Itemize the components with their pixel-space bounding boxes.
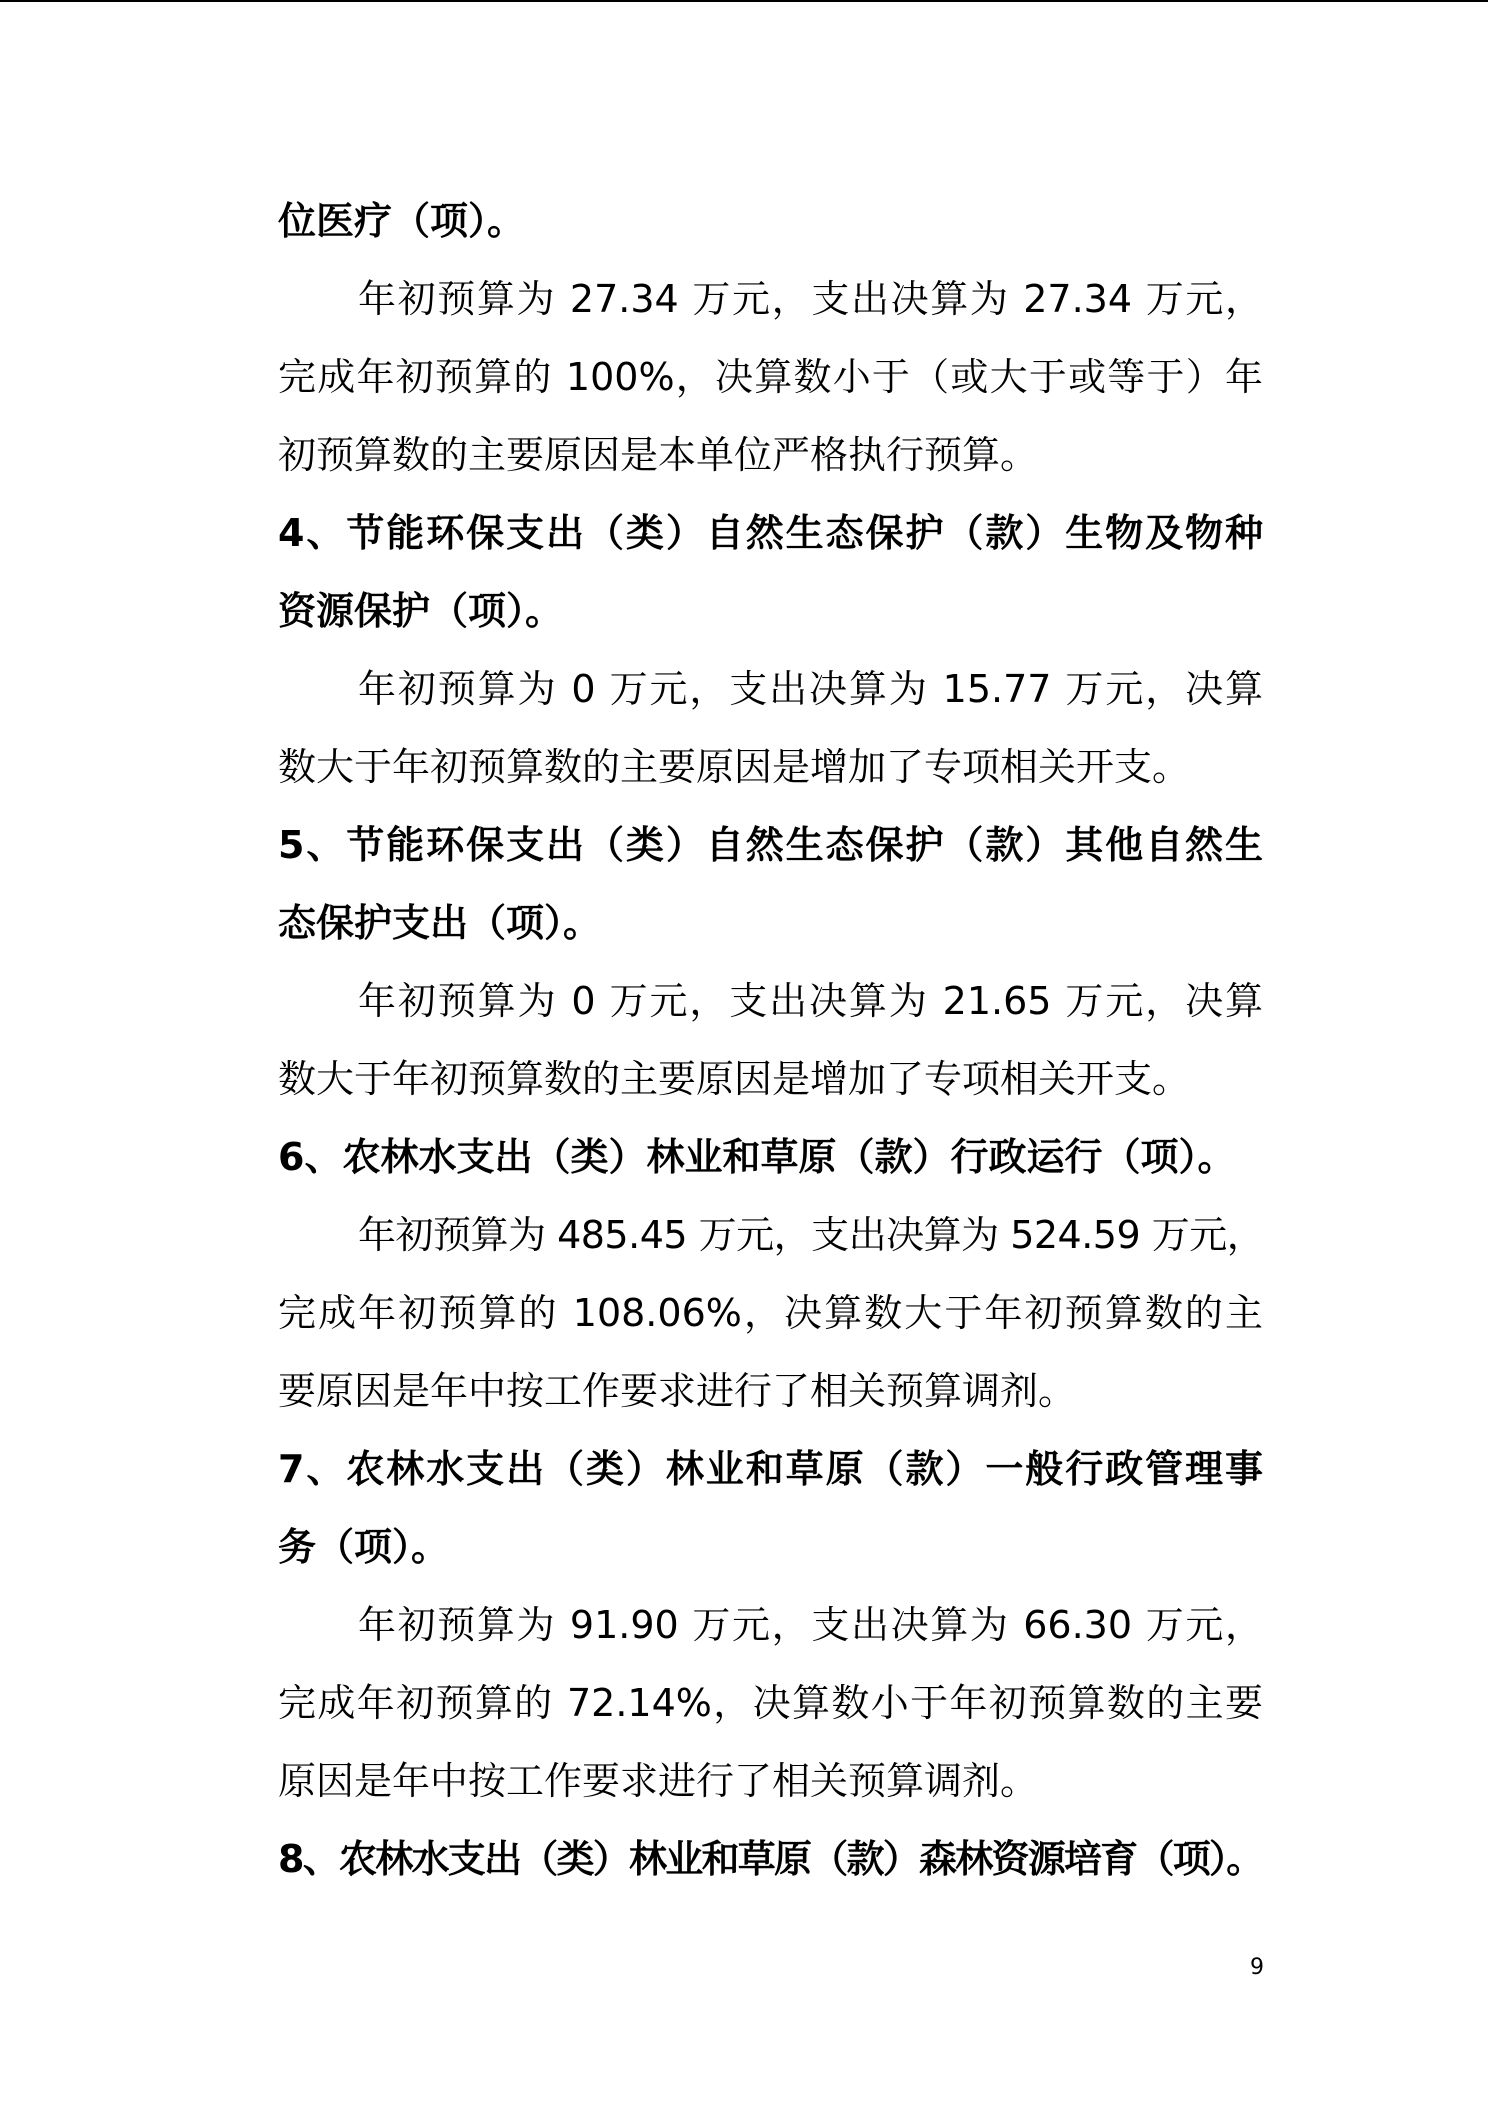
paragraph-3-line-3: 初预算数的主要原因是本单位严格执行预算。 <box>278 433 1039 477</box>
heading-4-line-2: 资源保护（项）。 <box>278 589 564 633</box>
paragraph-3-line-1: 年初预算为 27.34 万元，支出决算为 27.34 万元， <box>358 277 1263 321</box>
paragraph-6-line-2: 完成年初预算的 108.06%，决算数大于年初预算数的主 <box>278 1291 1263 1335</box>
paragraph-5-line-2: 数大于年初预算数的主要原因是增加了专项相关开支。 <box>278 1057 1191 1101</box>
page-number: 9 <box>1250 1955 1264 1980</box>
paragraph-6-line-1: 年初预算为 485.45 万元，支出决算为 524.59 万元， <box>358 1213 1265 1257</box>
heading-8: 8、农林水支出（类）林业和草原（款）森林资源培育（项）。 <box>278 1837 1263 1881</box>
heading-5-line-1: 5、节能环保支出（类）自然生态保护（款）其他自然生 <box>278 823 1263 867</box>
heading-7-line-1: 7、农林水支出（类）林业和草原（款）一般行政管理事 <box>278 1447 1263 1491</box>
page-top-border <box>0 0 1488 2</box>
paragraph-6-line-3: 要原因是年中按工作要求进行了相关预算调剂。 <box>278 1369 1077 1413</box>
heading-6: 6、农林水支出（类）林业和草原（款）行政运行（项）。 <box>278 1135 1236 1179</box>
paragraph-4-line-2: 数大于年初预算数的主要原因是增加了专项相关开支。 <box>278 745 1191 789</box>
heading-7-line-2: 务（项）。 <box>278 1525 450 1569</box>
paragraph-3-line-2: 完成年初预算的 100%，决算数小于（或大于或等于）年 <box>278 355 1263 399</box>
document-body <box>278 182 1263 1898</box>
paragraph-7-line-1: 年初预算为 91.90 万元，支出决算为 66.30 万元， <box>358 1603 1263 1647</box>
heading-5-line-2: 态保护支出（项）。 <box>278 901 602 945</box>
paragraph-7-line-3: 原因是年中按工作要求进行了相关预算调剂。 <box>278 1759 1039 1803</box>
heading-4-line-1: 4、节能环保支出（类）自然生态保护（款）生物及物种 <box>278 511 1263 555</box>
paragraph-4-line-1: 年初预算为 0 万元，支出决算为 15.77 万元，决算 <box>358 667 1263 711</box>
paragraph-5-line-1: 年初预算为 0 万元，支出决算为 21.65 万元，决算 <box>358 979 1263 1023</box>
paragraph-7-line-2: 完成年初预算的 72.14%，决算数小于年初预算数的主要 <box>278 1681 1263 1725</box>
heading-3-continuation: 位医疗（项）。 <box>278 199 526 243</box>
